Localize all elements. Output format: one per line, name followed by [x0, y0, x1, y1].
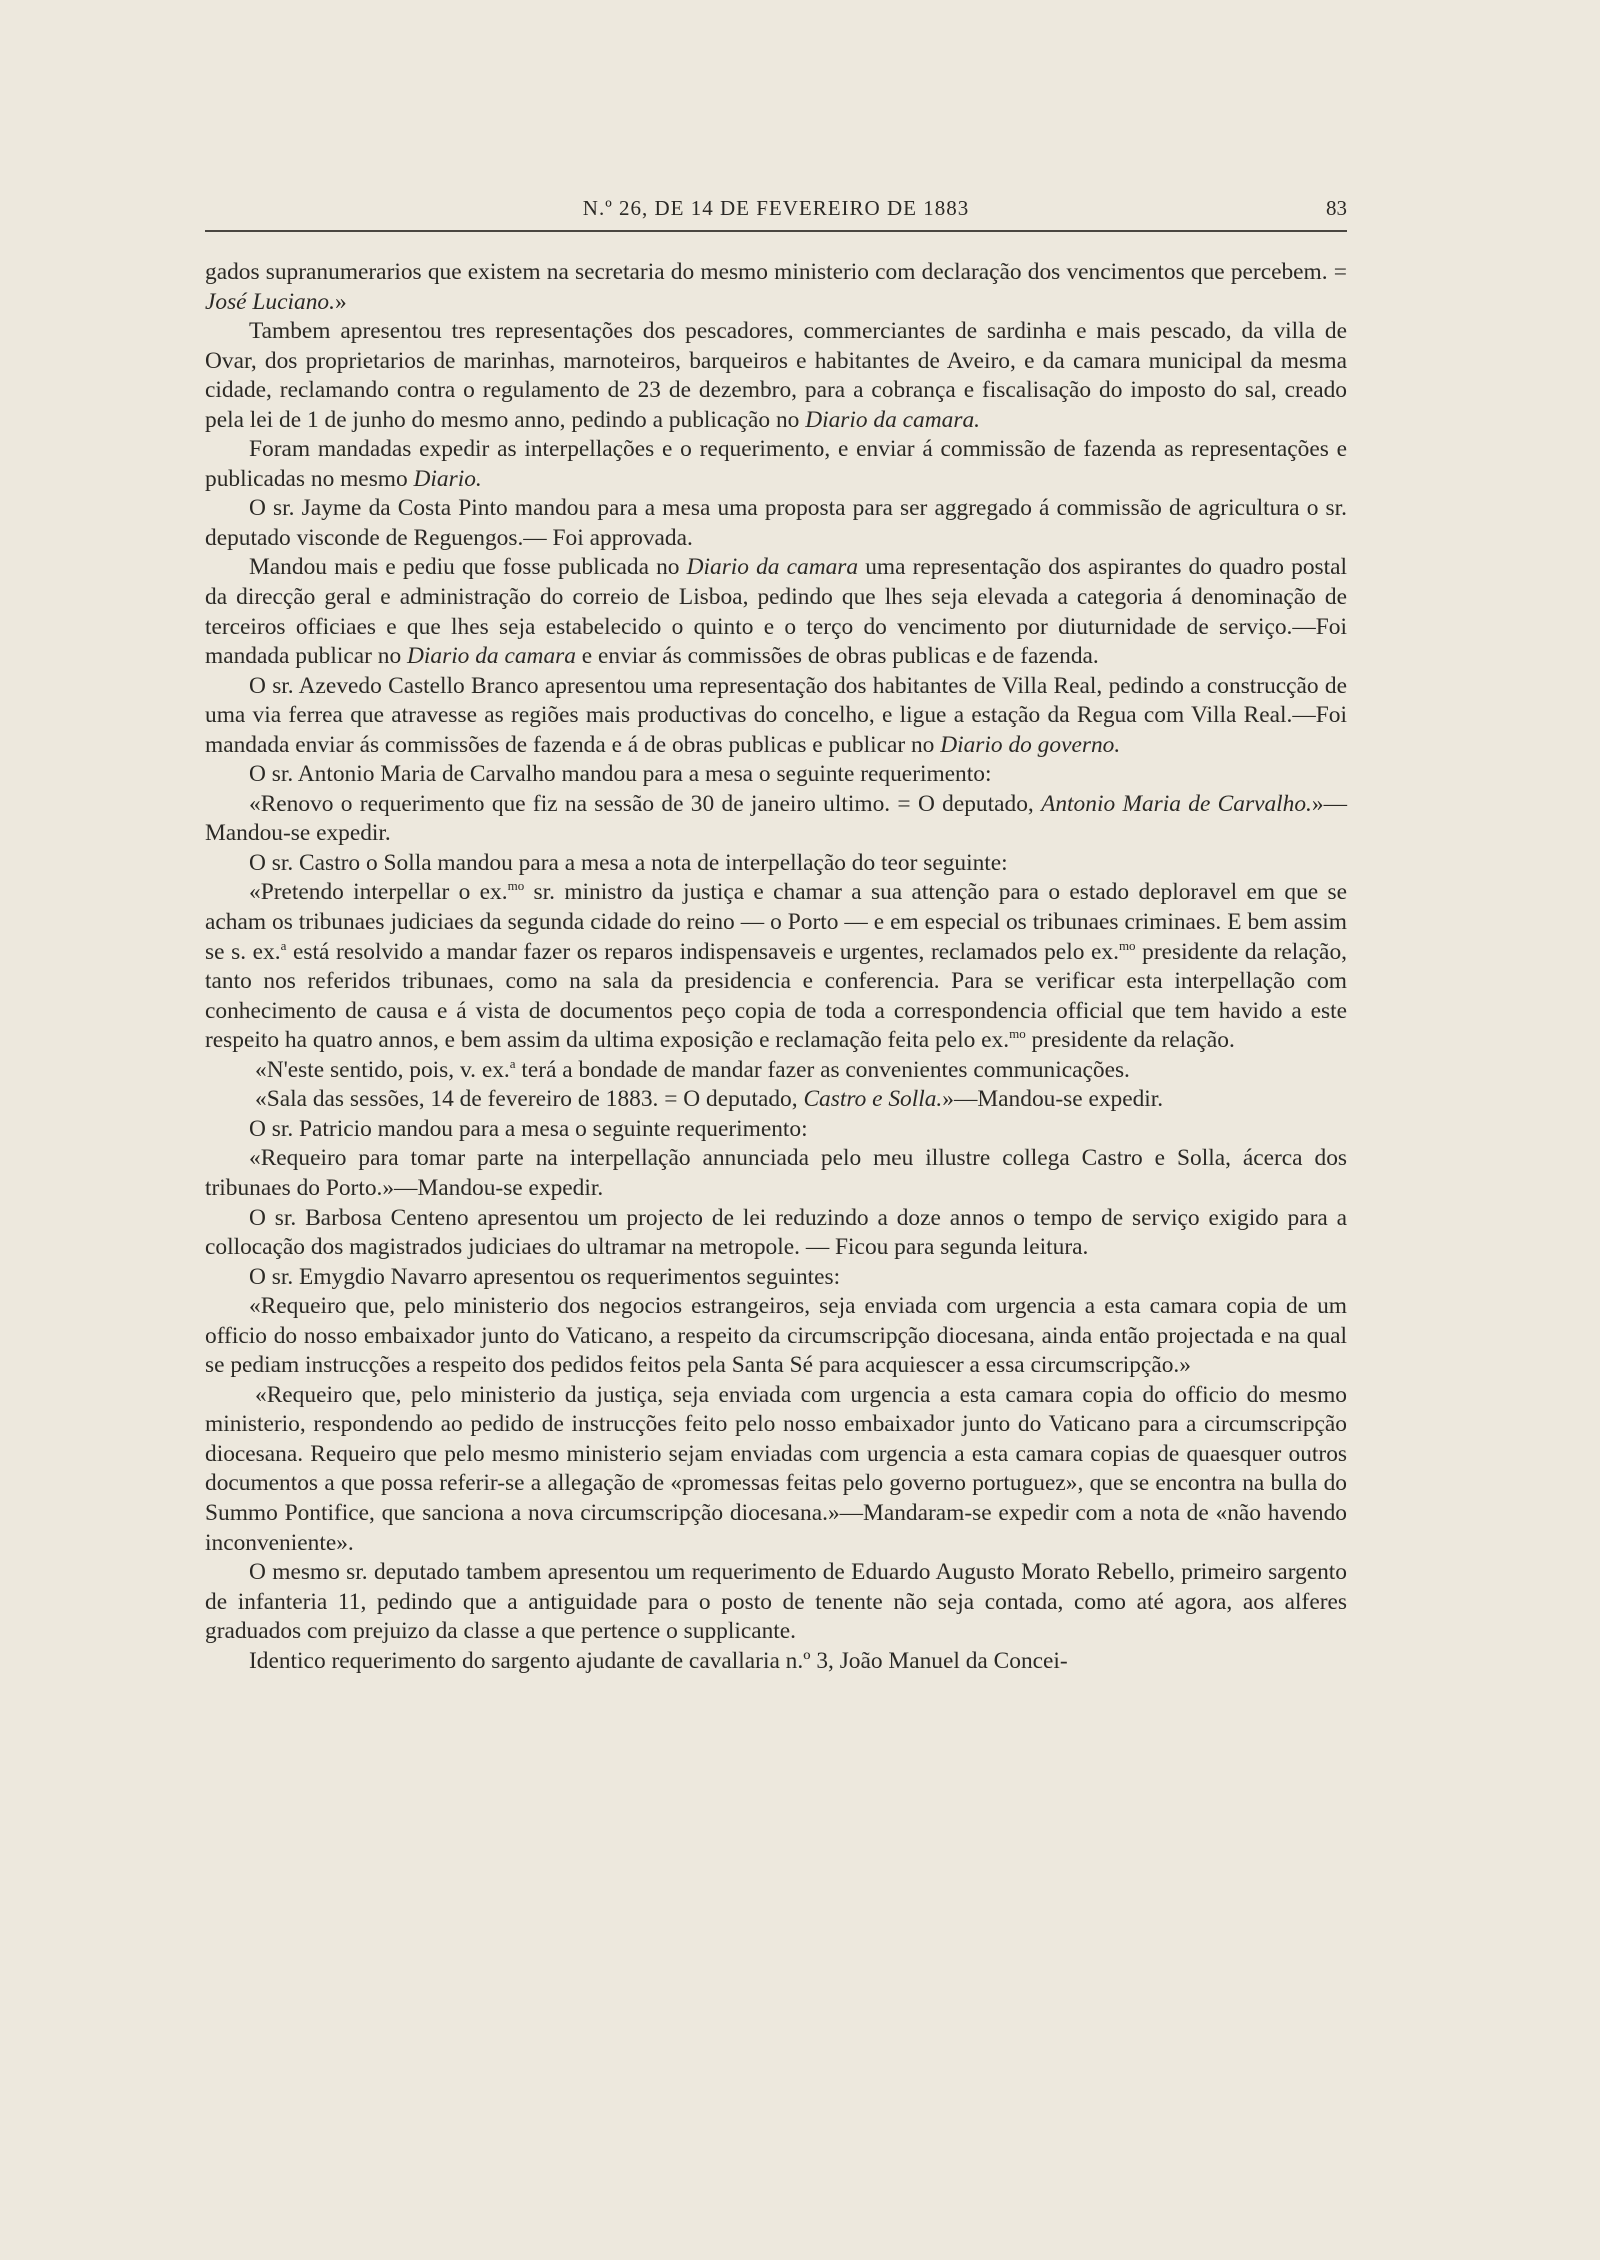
- superscript: mo: [1118, 937, 1136, 953]
- text-run: «Sala das sessões, 14 de fevereiro de 1883. = O deputado,: [255, 1086, 804, 1113]
- text-run: O sr. Barbosa Centeno apresentou um projecto de lei reduzindo a doze annos o tempo de serviço exigido para a collocação dos magistrados judiciaes do ultramar na metropole. — Ficou para segunda leitura.: [205, 1204, 1347, 1261]
- italic-run: Diario.: [413, 465, 482, 492]
- italic-run: Diario do governo.: [940, 731, 1121, 758]
- text-run: sr. ministro da justiça e chamar a sua attenção para o estado deploravel em que se acham os tribunaes judiciaes da segunda cidade do reino — o Porto — e em especial os tribunaes criminaes. E bem assim se s. ex.: [205, 879, 1347, 965]
- text-run: «Requeiro que, pelo ministerio dos negocios estrangeiros, seja enviada com urgencia a esta camara copia de um officio do nosso embaixador junto do Vaticano, a respeito da circumscripção diocesana, ainda então projectada e na qual se pediam instrucções a respeito dos pedidos feitos pela Santa Sé para acquiescer a essa circumscripção.»: [205, 1293, 1347, 1379]
- italic-run: Diario da camara: [686, 554, 859, 581]
- text-run: O sr. Antonio Maria de Carvalho mandou para a mesa o seguinte requerimento:: [249, 761, 992, 788]
- text-run: «N'este sentido, pois, v. ex.: [255, 1056, 510, 1083]
- text-run: »—Mandou-se expedir.: [942, 1086, 1164, 1113]
- paragraph: [205, 1085, 1347, 1115]
- paragraph: [205, 1144, 1347, 1203]
- paragraph: [205, 760, 1347, 790]
- superscript: a: [509, 1055, 516, 1071]
- page-number: 83: [1326, 196, 1347, 220]
- paragraph: [205, 672, 1347, 761]
- paragraph: [205, 435, 1347, 494]
- page-header: [205, 190, 1347, 232]
- italic-run: Diario da camara: [407, 643, 576, 670]
- paragraph: [205, 1381, 1347, 1558]
- italic-run: Diario da camara.: [805, 406, 980, 433]
- text-run: terá a bondade de mandar fazer as convenientes communicações.: [515, 1056, 1130, 1083]
- paragraph: [205, 553, 1347, 671]
- text-run: uma representação dos aspirantes do quadro postal da direcção geral e administração do correio de Lisboa, pedindo que lhes seja elevada a categoria á denominação de terceiros officiaes e que lhes seja estabelecido o quinto e o terço do vencimento por diuturnidade de serviço.—Foi mandada publicar no: [205, 554, 1347, 670]
- italic-run: Castro e Solla.: [803, 1086, 943, 1113]
- text-run: O sr. Azevedo Castello Branco apresentou uma representação dos habitantes de Villa Real, pedindo a construcção de uma via ferrea que atravesse as regiões mais productivas do concelho, e ligue a estação da Regua com Villa Real.—Foi mandada enviar ás commissões de fazenda e á de obras publicas e publicar no: [205, 672, 1347, 758]
- superscript: mo: [1009, 1026, 1026, 1042]
- text-run: gados supranumerarios que existem na secretaria do mesmo ministerio com declaração dos vencimentos que percebem. =: [205, 259, 1347, 285]
- text-run: Mandou mais e pediu que fosse publicada no: [249, 554, 687, 581]
- paragraph: [205, 1115, 1347, 1145]
- text-run: «Renovo o requerimento que fiz na sessão de 30 de janeiro ultimo. = O deputado,: [249, 790, 1042, 817]
- paragraph: [205, 790, 1347, 849]
- text-run: O sr. Patricio mandou para a mesa o seguinte requerimento:: [249, 1115, 808, 1142]
- text-run: »: [334, 288, 347, 315]
- paragraph: [205, 1647, 1347, 1677]
- body-text: [205, 258, 1347, 1676]
- paragraph: [205, 1292, 1347, 1381]
- paragraph: [205, 494, 1347, 553]
- paragraph: [205, 317, 1347, 435]
- text-run: presidente da relação, tanto nos referidos tribunaes, como na sala da presidencia e conferencia. Para se verificar esta interpellação com conhecimento de causa e á vista de documentos peço copia de toda a correspondencia official que tem havido a este respeito ha quatro annos, e bem assim da ultima exposição e reclamação feita pelo ex.: [205, 938, 1347, 1054]
- text-run: Identico requerimento do sargento ajudante de cavallaria n.º 3, João Manuel da Concei-: [249, 1647, 1068, 1674]
- superscript: mo: [507, 878, 525, 894]
- italic-run: José Luciano.: [205, 288, 335, 315]
- text-run: «Requeiro que, pelo ministerio da justiça, seja enviada com urgencia a esta camara copia do officio do mesmo ministerio, respondendo ao pedido de instrucções feito pelo nosso embaixador junto do Vaticano para a circumscripção diocesana. Requeiro que pelo mesmo ministerio sejam enviadas com urgencia a esta camara copias de quaesquer outros documentos a que possa referir-se a allegação de «promessas feitas pelo governo portuguez», que se encontra na bulla do Summo Pontifice, que sanciona a nova circumscripção diocesana.»—Mandaram-se expedir com a nota de «não havendo inconveniente».: [205, 1381, 1347, 1556]
- text-run: O sr. Emygdio Navarro apresentou os requerimentos seguintes:: [249, 1263, 841, 1290]
- paragraph: [205, 1204, 1347, 1263]
- superscript: a: [280, 937, 287, 953]
- text-run: Foram mandadas expedir as interpellações e o requerimento, e enviar á commissão de fazenda as representações e publicadas no mesmo: [205, 436, 1347, 492]
- paragraph: [205, 878, 1347, 1055]
- text-run: e enviar ás commissões de obras publicas e de fazenda.: [575, 643, 1099, 670]
- text-run: O sr. Jayme da Costa Pinto mandou para a mesa uma proposta para ser aggregado á commissão de agricultura o sr. deputado visconde de Reguengos.— Foi approvada.: [205, 495, 1347, 551]
- text-run: Tambem apresentou tres representações dos pescadores, commerciantes de sardinha e mais pescado, da villa de Ovar, dos proprietarios de marinhas, marnoteiros, barqueiros e habitantes de Aveiro, e da camara municipal da mesma cidade, reclamando contra o regulamento de 23 de dezembro, para a cobrança e fiscalisação do imposto do sal, creado pela lei de 1 de junho do mesmo anno, pedindo a publicação no: [205, 318, 1347, 433]
- text-run: »—Mandou-se expedir.: [205, 790, 1347, 847]
- paragraph: [205, 849, 1347, 879]
- text-run: O sr. Castro o Solla mandou para a mesa a nota de interpellação do teor seguinte:: [249, 849, 1008, 876]
- issue-title: N.º 26, DE 14 DE FEVEREIRO DE 1883: [582, 196, 970, 220]
- text-run: «Pretendo interpellar o ex.: [249, 879, 508, 906]
- text-run: está resolvido a mandar fazer os reparos indispensaveis e urgentes, reclamados pelo ex.: [286, 938, 1119, 965]
- paragraph: [205, 1263, 1347, 1293]
- italic-run: Antonio Maria de Carvalho.: [1041, 790, 1312, 817]
- paragraph: [205, 1056, 1347, 1086]
- text-run: presidente da relação.: [1025, 1027, 1235, 1054]
- paragraph: [205, 258, 1347, 317]
- paragraph: [205, 1558, 1347, 1647]
- text-run: «Requeiro para tomar parte na interpellação annunciada pelo meu illustre collega Castro e Solla, ácerca dos tribunaes do Porto.»—Mandou-se expedir.: [205, 1145, 1347, 1201]
- text-run: O mesmo sr. deputado tambem apresentou um requerimento de Eduardo Augusto Morato Rebello, primeiro sargento de infanteria 11, pedindo que a antiguidade para o posto de tenente não seja contada, como até agora, aos alferes graduados com prejuizo da classe a que pertence o supplicante.: [205, 1559, 1347, 1645]
